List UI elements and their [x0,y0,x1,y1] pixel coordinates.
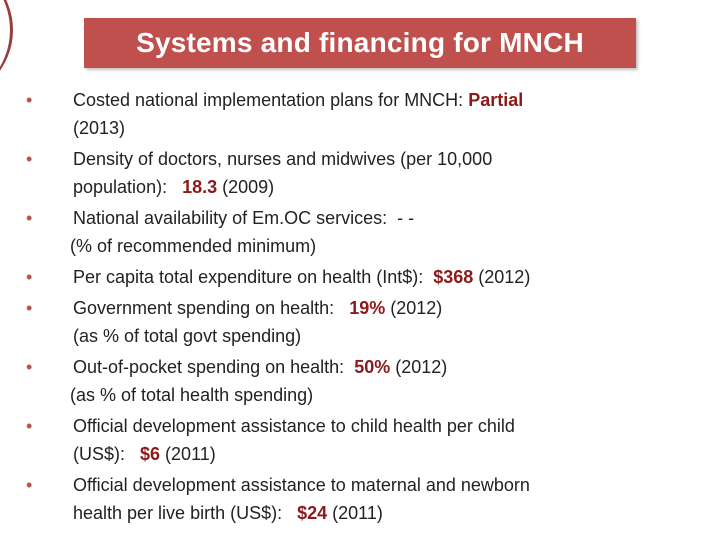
bullet-label: Official development assistance to maternal and newborn [73,475,530,495]
bullet-marker: • [26,149,33,169]
bullet-value: $368 [433,267,474,287]
bullet-subline-prefix: population): [73,177,183,197]
bullet-value: 50% [354,357,391,377]
bullet-marker: • [26,416,33,436]
list-item [26,353,706,409]
bullet-text [73,86,706,142]
bullet-subline: (2013) [73,118,126,138]
bullet-text [73,412,706,468]
bullet-text [73,471,706,527]
bullet-subline-prefix: health per live birth (US$): [73,503,298,523]
bullet-label: National availability of Em.OC services: - - [73,208,415,228]
bullet-value: 18.3 [182,177,218,197]
list-item [26,204,706,260]
bullet-value: Partial [468,90,524,110]
list-item [26,471,706,527]
list-item [26,294,706,350]
bullet-label: Government spending on health: [73,298,350,318]
bullet-subline: (2009) [217,177,275,197]
bullet-subline-prefix: (US$): [73,444,141,464]
bullet-subline: (% of recommended minimum) [70,236,317,256]
bullet-value: $24 [297,503,328,523]
bullet-label: Costed national implementation plans for MNCH: [73,90,469,110]
title-banner [84,18,636,68]
bullet-value: $6 [140,444,161,464]
bullet-marker: • [26,475,33,495]
bullet-text [73,294,706,350]
list-item [26,86,706,142]
bullet-year: (2012) [385,298,443,318]
list-item [26,263,706,291]
page-title: Systems and financing for MNCH [136,27,584,58]
bullet-marker: • [26,267,33,287]
bullet-text [70,204,706,260]
bullet-list [26,86,706,530]
bullet-text [70,353,706,409]
bullet-year: (2012) [473,267,531,287]
bullet-subline: (as % of total govt spending) [73,326,302,346]
bullet-marker: • [26,357,33,377]
bullet-subline: (2011) [160,444,216,464]
list-item [26,145,706,201]
bullet-value: 19% [349,298,386,318]
bullet-year: (2012) [390,357,448,377]
bullet-label: Per capita total expenditure on health (Int$): [73,267,434,287]
bullet-marker: • [26,298,33,318]
bullet-text [73,145,706,201]
bullet-text [73,263,706,291]
bullet-label: Out-of-pocket spending on health: [73,357,355,377]
bullet-marker: • [26,90,33,110]
bullet-label: Official development assistance to child health per child [73,416,515,436]
bullet-marker: • [26,208,33,228]
decorative-arc [0,0,13,100]
bullet-subline: (2011) [327,503,383,523]
list-item [26,412,706,468]
bullet-subline: (as % of total health spending) [70,385,314,405]
bullet-label: Density of doctors, nurses and midwives (per 10,000 [73,149,493,169]
